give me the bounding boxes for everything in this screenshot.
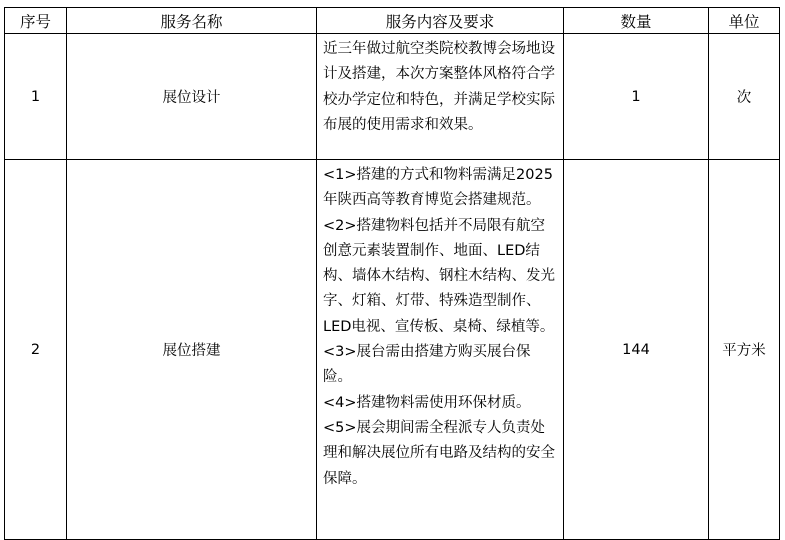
service-table (4, 7, 780, 540)
content-item: <2>搭建物料包括并不局限有航空创意元素装置制作、地面、LED结构、墙体木结构、钢柱木结构、发光字、灯箱、灯带、特殊造型制作、LED电视、宣传板、桌椅、绿植等。 (323, 217, 555, 335)
content-item: <5>展会期间需全程派专人负责处理和解决展位所有电路及结构的安全保障。 (323, 419, 555, 487)
row-unit: 平方米 (709, 160, 780, 540)
row-quantity: 144 (564, 160, 709, 540)
row-service-name: 展位搭建 (67, 160, 317, 540)
table-row (5, 160, 780, 540)
content-item: <3>展台需由搭建方购买展台保险。 (323, 344, 531, 386)
header-service-name: 服务名称 (67, 8, 317, 34)
table-row (5, 34, 780, 160)
header-content: 服务内容及要求 (317, 8, 564, 34)
row-quantity: 1 (564, 34, 709, 160)
row-content (317, 34, 564, 160)
header-row (5, 8, 780, 34)
header-index: 序号 (5, 8, 67, 34)
row-service-name: 展位设计 (67, 34, 317, 160)
content-item: <1>搭建的方式和物料需满足2025年陕西高等教育博览会搭建规范。 (323, 167, 553, 209)
header-quantity: 数量 (564, 8, 709, 34)
row-index: 1 (5, 34, 67, 160)
row-index: 2 (5, 160, 67, 540)
content-paragraph: 近三年做过航空类院校教博会场地设计及搭建，本次方案整体风格符合学校办学定位和特色，并满足学校实际布展的使用需求和效果。 (323, 41, 555, 133)
row-unit: 次 (709, 34, 780, 160)
header-unit: 单位 (709, 8, 780, 34)
content-item: <4>搭建物料需使用环保材质。 (323, 394, 531, 411)
row-content (317, 160, 564, 540)
